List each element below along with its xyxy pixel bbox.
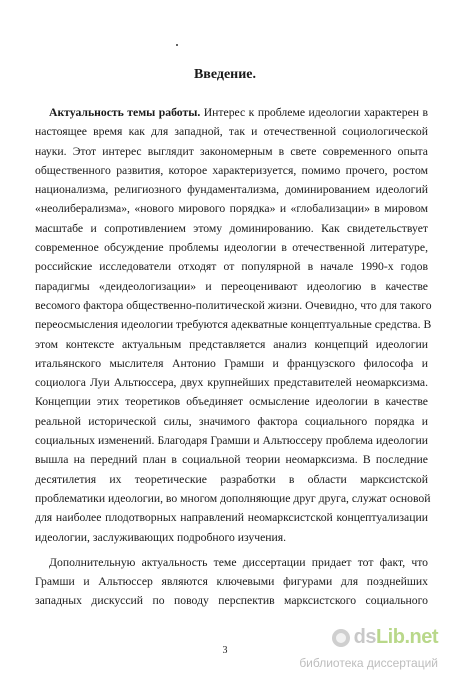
text-line: социальных изменений. Благодаря Грамши и Альтюссеру проблема идеологии: [35, 434, 428, 448]
text-line: итальянского мыслителя Антонио Грамши и французского философа и: [35, 356, 428, 370]
text-line: Дополнительную актуальность теме диссертации придает тот факт, что: [49, 555, 428, 569]
text-line: десятилетия их теоретические разработки в области марксистской: [35, 472, 428, 486]
watermark-name: [354, 626, 438, 649]
text-line: современное обсуждение проблемы идеологии в отечественной литературе,: [35, 241, 428, 255]
page-number: 3: [222, 645, 228, 656]
text-line: национализма, религиозного фундаментализма, доминированием идеологий: [35, 183, 428, 197]
text-line: Грамши и Альтюссер являются ключевыми фигурами для позднейших: [35, 575, 428, 589]
text-line: вышла на передний план в социальной теории неомарксизма. В последние: [35, 453, 428, 467]
watermark: [299, 626, 438, 672]
text-line: российские исследователи отходят от популярной в начале 1990-х годов: [35, 260, 428, 274]
watermark-name-right: Lib.net: [375, 626, 438, 648]
text-line: «неолиберализма», «нового мирового порядка» и «глобализации» в мировом: [35, 202, 428, 216]
text-line: реальной исторической силы, значимого фактора социального порядка и: [35, 414, 428, 428]
text-line: Концепции этих теоретиков объединяет осмысление идеологии в качестве: [35, 395, 428, 409]
text-line: парадигмы «деидеологизации» и переоценивают идеологию в качестве: [35, 279, 428, 293]
watermark-logo: [332, 626, 438, 649]
speck-mark: [176, 44, 178, 46]
text-line: западных дискуссий по поводу перспектив марксистского социального: [35, 594, 428, 608]
watermark-name-left: ds: [353, 626, 376, 648]
globe-icon: [332, 629, 350, 647]
document-body: [35, 103, 432, 611]
paragraph-lead: Актуальность темы работы.: [49, 106, 201, 119]
page-title: Введение.: [193, 67, 257, 82]
text-line: настоящее время как для западной, так и отечественной социологической: [35, 125, 428, 139]
paragraph-1-line-1-rest: Интерес к проблеме идеологии характерен в: [200, 106, 428, 119]
text-line: идеологии, заслуживающих подробного изучения.: [35, 530, 287, 544]
watermark-subtitle: библиотека диссертаций: [299, 656, 438, 670]
text-line: переосмысления идеологии требуются адекватные концептуальные средства. В: [35, 318, 432, 332]
text-line: социолога Луи Альтюссера, двух крупнейших представителей неомарксизма.: [35, 376, 428, 390]
text-line: масштабе и сопротивлением этому доминированию. Как свидетельствует: [35, 221, 428, 235]
text-line: для наиболее плодотворных направлений неомарксистской концептуализации: [35, 511, 428, 525]
text-line: общественного развития, которое характеризуется, помимо прочего, ростом: [35, 163, 428, 177]
paragraph-1-line-1: [35, 103, 428, 122]
text-line: весомого фактора общественно-политической жизни. Очевидно, что для такого: [35, 298, 432, 312]
text-line: этом контексте актуальным представляется анализ концепций идеологии: [35, 337, 428, 351]
text-line: проблематики идеологии, во многом дополняющие друг друга, служат основой: [35, 491, 431, 505]
text-line: науки. Этот интерес выглядит закономерным в свете современного опыта: [35, 144, 428, 158]
